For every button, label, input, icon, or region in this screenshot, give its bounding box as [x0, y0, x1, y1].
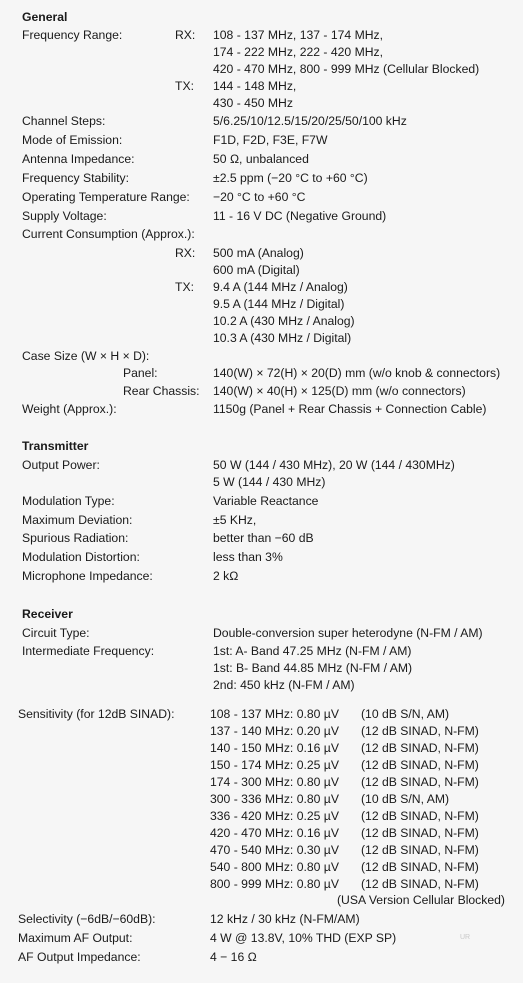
general-heading: General	[22, 10, 68, 24]
sensitivity-condition: (12 dB SINAD, N-FM)	[361, 809, 479, 823]
sensitivity-condition: (12 dB SINAD, N-FM)	[361, 758, 479, 772]
sensitivity-range: 300 - 336 MHz: 0.80 µV	[210, 792, 339, 806]
rx-line: 108 - 137 MHz, 137 - 174 MHz,	[213, 28, 384, 42]
sensitivity-note: (USA Version Cellular Blocked)	[337, 893, 505, 907]
af-impedance-value: 4 − 16 Ω	[210, 950, 257, 964]
spurious-value: better than −60 dB	[213, 531, 314, 545]
transmitter-heading: Transmitter	[22, 439, 89, 453]
if-line: 1st: A- Band 47.25 MHz (N-FM / AM)	[213, 644, 412, 658]
selectivity-value: 12 kHz / 30 kHz (N-FM/AM)	[210, 912, 360, 926]
current-rx-line: 500 mA (Analog)	[213, 246, 304, 260]
sensitivity-condition: (12 dB SINAD, N-FM)	[361, 724, 479, 738]
panel-value: 140(W) × 72(H) × 20(D) mm (w/o knob & connectors)	[213, 366, 501, 380]
weight-label: Weight (Approx.):	[22, 402, 117, 416]
circuit-type-label: Circuit Type:	[22, 626, 90, 640]
stability-label: Frequency Stability:	[22, 171, 130, 185]
sensitivity-condition: (12 dB SINAD, N-FM)	[361, 741, 479, 755]
antenna-value: 50 Ω, unbalanced	[213, 152, 309, 166]
rear-chassis-value: 140(W) × 40(H) × 125(D) mm (w/o connectors)	[213, 384, 466, 398]
sensitivity-range: 800 - 999 MHz: 0.80 µV	[210, 877, 339, 891]
current-label: Current Consumption (Approx.):	[22, 227, 195, 241]
output-power-label: Output Power:	[22, 458, 100, 472]
sensitivity-range: 137 - 140 MHz: 0.20 µV	[210, 724, 339, 738]
sensitivity-condition: (12 dB SINAD, N-FM)	[361, 826, 479, 840]
selectivity-label: Selectivity (−6dB/−60dB):	[18, 912, 156, 926]
sensitivity-condition: (10 dB S/N, AM)	[361, 792, 450, 806]
output-power-line: 50 W (144 / 430 MHz), 20 W (144 / 430MHz)	[213, 458, 455, 472]
sensitivity-range: 140 - 150 MHz: 0.16 µV	[210, 741, 339, 755]
sensitivity-range: 420 - 470 MHz: 0.16 µV	[210, 826, 339, 840]
current-tx-label: TX:	[175, 280, 194, 294]
temp-label: Operating Temperature Range:	[22, 190, 190, 204]
deviation-label: Maximum Deviation:	[22, 513, 133, 527]
weight-value: 1150g (Panel + Rear Chassis + Connection Cable)	[213, 402, 487, 416]
distortion-value: less than 3%	[213, 550, 283, 564]
rear-chassis-label: Rear Chassis:	[123, 384, 200, 398]
if-line: 2nd: 450 kHz (N-FM / AM)	[213, 678, 355, 692]
current-tx-line: 9.5 A (144 MHz / Digital)	[213, 297, 345, 311]
sensitivity-range: 540 - 800 MHz: 0.80 µV	[210, 860, 339, 874]
watermark: UR	[460, 934, 471, 941]
supply-value: 11 - 16 V DC (Negative Ground)	[213, 209, 387, 223]
modulation-label: Modulation Type:	[22, 494, 115, 508]
channel-steps-label: Channel Steps:	[22, 114, 106, 128]
if-label: Intermediate Frequency:	[22, 644, 155, 658]
rx-label: RX:	[175, 28, 196, 42]
tx-line: 144 - 148 MHz,	[213, 79, 297, 93]
supply-label: Supply Voltage:	[22, 209, 107, 223]
rx-line: 420 - 470 MHz, 800 - 999 MHz (Cellular Blocked)	[213, 62, 480, 76]
panel-label: Panel:	[123, 366, 158, 380]
sensitivity-range: 108 - 137 MHz: 0.80 µV	[210, 707, 339, 721]
emission-label: Mode of Emission:	[22, 133, 123, 147]
frequency-range-label: Frequency Range:	[22, 28, 123, 42]
af-output-value: 4 W @ 13.8V, 10% THD (EXP SP)	[210, 931, 397, 945]
temp-value: −20 °C to +60 °C	[213, 190, 306, 204]
stability-value: ±2.5 ppm (−20 °C to +60 °C)	[213, 171, 368, 185]
sensitivity-range: 174 - 300 MHz: 0.80 µV	[210, 775, 339, 789]
emission-value: F1D, F2D, F3E, F7W	[213, 133, 328, 147]
sensitivity-condition: (12 dB SINAD, N-FM)	[361, 877, 479, 891]
current-rx-line: 600 mA (Digital)	[213, 263, 300, 277]
current-tx-line: 10.2 A (430 MHz / Analog)	[213, 314, 355, 328]
sensitivity-range: 470 - 540 MHz: 0.30 µV	[210, 843, 339, 857]
current-rx-label: RX:	[175, 246, 196, 260]
af-output-label: Maximum AF Output:	[18, 931, 133, 945]
antenna-label: Antenna Impedance:	[22, 152, 135, 166]
tx-label: TX:	[175, 79, 194, 93]
distortion-label: Modulation Distortion:	[22, 550, 140, 564]
output-power-line: 5 W (144 / 430 MHz)	[213, 475, 326, 489]
current-tx-line: 9.4 A (144 MHz / Analog)	[213, 280, 348, 294]
current-tx-line: 10.3 A (430 MHz / Digital)	[213, 331, 352, 345]
mic-impedance-value: 2 kΩ	[213, 569, 239, 583]
deviation-value: ±5 KHz,	[213, 513, 257, 527]
sensitivity-range: 336 - 420 MHz: 0.25 µV	[210, 809, 339, 823]
spurious-label: Spurious Radiation:	[22, 531, 129, 545]
tx-line: 430 - 450 MHz	[213, 96, 293, 110]
mic-impedance-label: Microphone Impedance:	[22, 569, 153, 583]
sensitivity-range: 150 - 174 MHz: 0.25 µV	[210, 758, 339, 772]
sensitivity-condition: (10 dB S/N, AM)	[361, 707, 450, 721]
sensitivity-label: Sensitivity (for 12dB SINAD):	[18, 707, 175, 721]
sensitivity-condition: (12 dB SINAD, N-FM)	[361, 860, 479, 874]
sensitivity-condition: (12 dB SINAD, N-FM)	[361, 775, 479, 789]
sensitivity-condition: (12 dB SINAD, N-FM)	[361, 843, 479, 857]
channel-steps-value: 5/6.25/10/12.5/15/20/25/50/100 kHz	[213, 114, 407, 128]
case-label: Case Size (W × H × D):	[22, 349, 150, 363]
af-impedance-label: AF Output Impedance:	[18, 950, 141, 964]
modulation-value: Variable Reactance	[213, 494, 319, 508]
if-line: 1st: B- Band 44.85 MHz (N-FM / AM)	[213, 661, 413, 675]
receiver-heading: Receiver	[22, 607, 73, 621]
circuit-type-value: Double-conversion super heterodyne (N-FM / AM)	[213, 626, 483, 640]
rx-line: 174 - 222 MHz, 222 - 420 MHz,	[213, 45, 384, 59]
